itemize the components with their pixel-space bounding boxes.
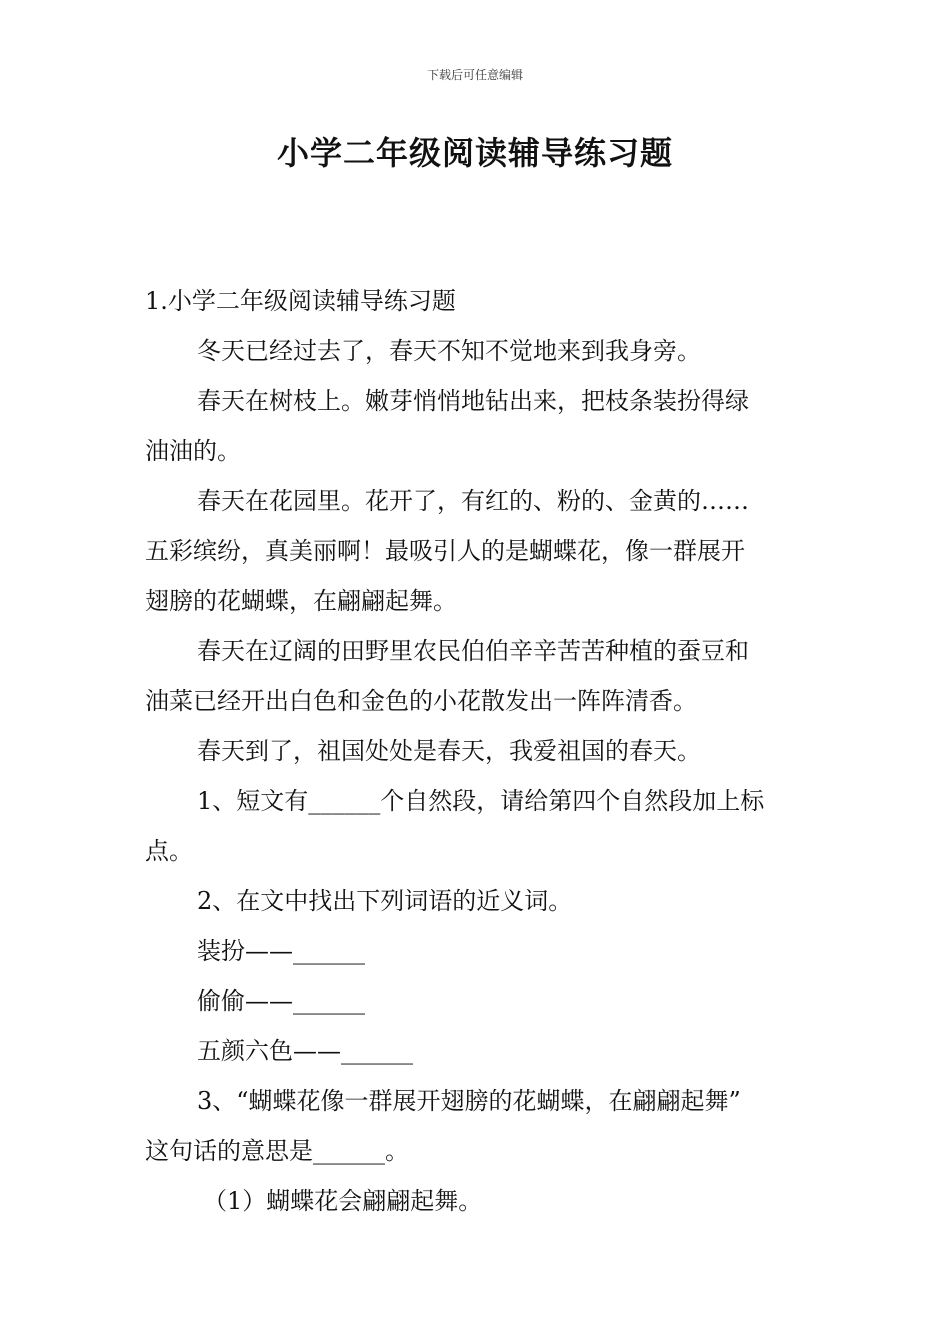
answer-blank-line: 装扮——______ — [197, 937, 365, 965]
paragraph-line: 油油的。 — [145, 437, 241, 465]
question-line: 这句话的意思是______。 — [145, 1137, 409, 1165]
question-line: 点。 — [145, 837, 193, 865]
paragraph-line: 油菜已经开出白色和金色的小花散发出一阵阵清香。 — [145, 687, 697, 715]
question-line: 3、“蝴蝶花像一群展开翅膀的花蝴蝶，在翩翩起舞” — [197, 1087, 741, 1115]
answer-blank-line: 偷偷——______ — [197, 987, 365, 1015]
option-line: （1）蝴蝶花会翩翩起舞。 — [203, 1187, 483, 1215]
header-note: 下载后可任意编辑 — [426, 68, 523, 82]
document-body — [145, 276, 810, 1226]
paragraph-line: 春天在树枝上。嫩芽悄悄地钻出来，把枝条装扮得绿 — [197, 387, 749, 415]
question-line: 2、在文中找出下列词语的近义词。 — [197, 887, 573, 915]
document-title: 小学二年级阅读辅导练习题 — [276, 134, 673, 172]
question-line: 1、短文有______个自然段，请给第四个自然段加上标 — [197, 787, 765, 815]
paragraph-line: 五彩缤纷，真美丽啊！最吸引人的是蝴蝶花，像一群展开 — [145, 537, 745, 565]
section-heading: 1.小学二年级阅读辅导练习题 — [145, 287, 456, 315]
paragraph-line: 春天在辽阔的田野里农民伯伯辛辛苦苦种植的蚕豆和 — [197, 637, 749, 665]
paragraph-line: 春天在花园里。花开了，有红的、粉的、金黄的…… — [197, 487, 749, 515]
paragraph-line: 冬天已经过去了，春天不知不觉地来到我身旁。 — [197, 337, 701, 365]
paragraph-line: 春天到了，祖国处处是春天，我爱祖国的春天。 — [197, 737, 701, 765]
paragraph-line: 翅膀的花蝴蝶，在翩翩起舞。 — [145, 587, 457, 615]
answer-blank-line: 五颜六色——______ — [197, 1037, 413, 1065]
